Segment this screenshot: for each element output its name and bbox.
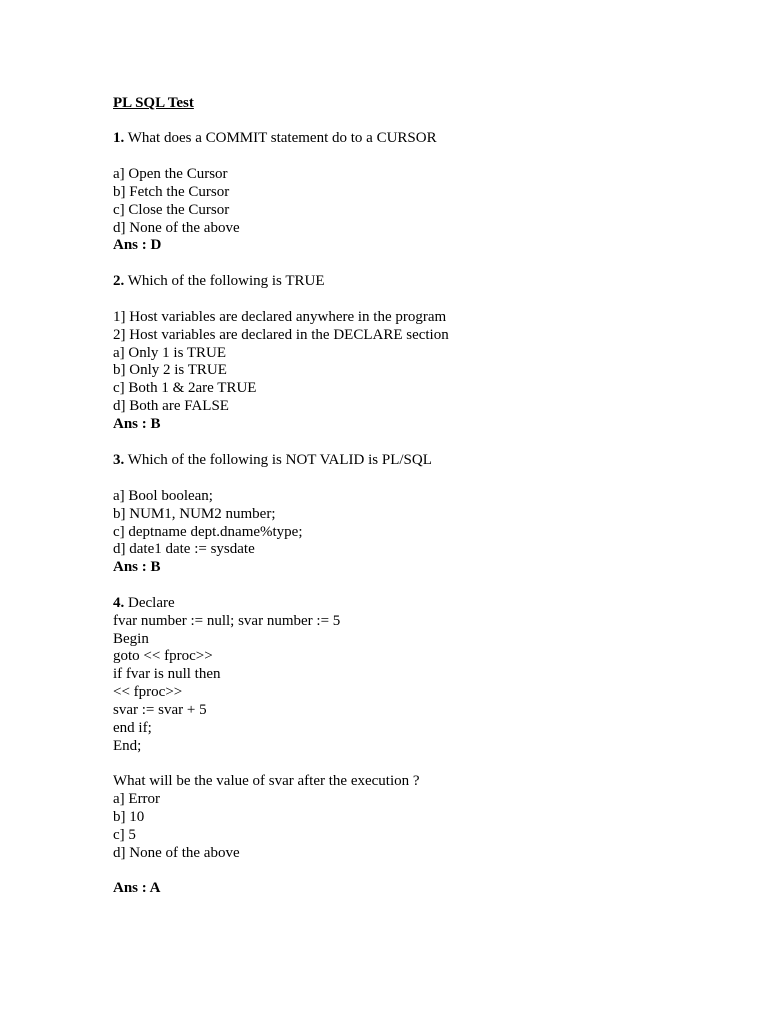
option: d] None of the above [113,220,240,236]
page-title: PL SQL Test [113,95,194,111]
question-1 [113,129,437,147]
answer: Ans : B [113,559,161,575]
code-line: Begin [113,631,149,647]
code-line: svar := svar + 5 [113,702,207,718]
answer: Ans : A [113,880,161,896]
option: a] Only 1 is TRUE [113,345,227,361]
question-4 [113,594,175,612]
code-line: goto << fproc>> [113,648,213,664]
code-line: end if; [113,720,152,736]
statement: 2] Host variables are declared in the DECLARE section [113,327,449,343]
code-line: if fvar is null then [113,666,221,682]
question-number: 1. [113,130,125,146]
option: a] Open the Cursor [113,166,228,182]
question-text: Which of the following is NOT VALID is PL/SQL [127,452,432,468]
option: c] deptname dept.dname%type; [113,524,303,540]
option: c] 5 [113,827,136,843]
answer: Ans : D [113,237,162,253]
question-number: 4. [113,595,125,611]
code-line: fvar number := null; svar number := 5 [113,613,341,629]
question-2 [113,272,325,290]
code-line: End; [113,738,142,754]
option: d] None of the above [113,845,240,861]
option: d] Both are FALSE [113,398,229,414]
option: c] Both 1 & 2are TRUE [113,380,257,396]
option: d] date1 date := sysdate [113,541,255,557]
question-text: Declare [128,595,175,611]
question-3 [113,451,432,469]
option: a] Bool boolean; [113,488,213,504]
answer: Ans : B [113,416,161,432]
code-line: << fproc>> [113,684,183,700]
option: b] Fetch the Cursor [113,184,230,200]
question-text: What does a COMMIT statement do to a CURSOR [127,130,437,146]
option: c] Close the Cursor [113,202,230,218]
statement: 1] Host variables are declared anywhere in the program [113,309,447,325]
option: b] Only 2 is TRUE [113,362,227,378]
option: b] 10 [113,809,145,825]
question-text: Which of the following is TRUE [127,273,325,289]
option: a] Error [113,791,161,807]
question-number: 2. [113,273,125,289]
question-prompt: What will be the value of svar after the execution ? [113,773,420,789]
question-number: 3. [113,452,125,468]
option: b] NUM1, NUM2 number; [113,506,276,522]
